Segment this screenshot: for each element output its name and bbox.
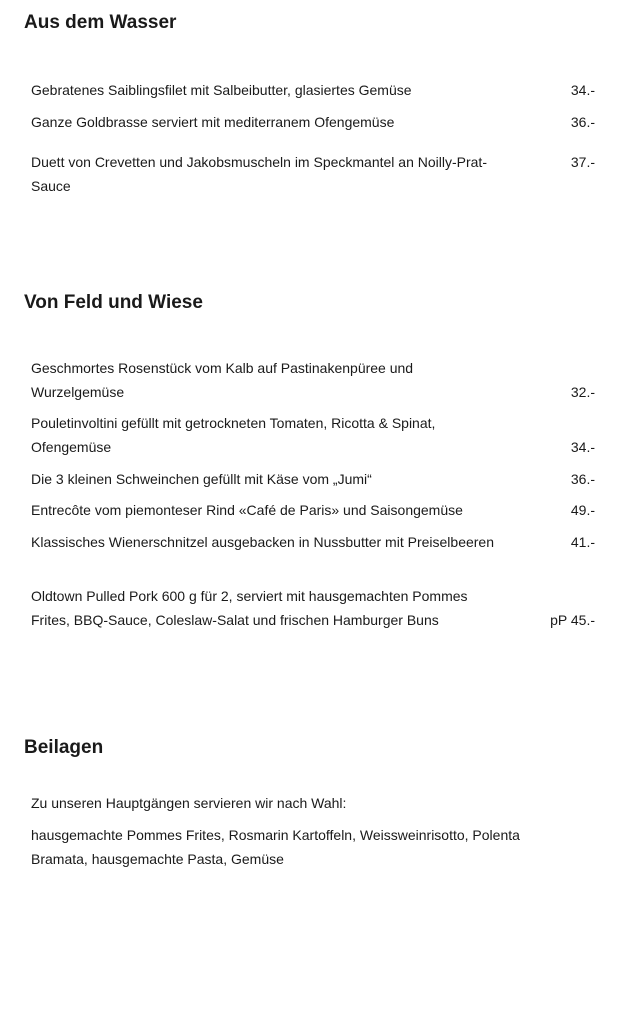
menu-item xyxy=(31,79,595,103)
dish-name: Die 3 kleinen Schweinchen gefüllt mit Käse vom „Jumi“ xyxy=(31,471,372,487)
menu-item xyxy=(31,585,595,632)
menu-item xyxy=(31,468,595,492)
section-heading-beilagen: Beilagen xyxy=(24,737,104,758)
dish-price: 36.- xyxy=(570,471,595,487)
dish-price: pP 45.- xyxy=(550,611,595,628)
menu-item xyxy=(31,357,595,404)
section-heading-wasser: Aus dem Wasser xyxy=(24,12,177,33)
menu-item xyxy=(31,499,595,523)
dish-price: 32.- xyxy=(570,383,595,400)
dish-price: 34.- xyxy=(570,82,595,98)
sides-intro: Zu unseren Hauptgängen servieren wir nach Wahl: xyxy=(31,795,347,811)
dish-price: 41.- xyxy=(570,534,595,550)
dish-name: Duett von Crevetten und Jakobsmuscheln im Speckmantel an Noilly-Prat-Sauce xyxy=(31,154,487,194)
menu-item xyxy=(31,151,595,198)
dish-price: 37.- xyxy=(570,154,595,170)
dish-name: Gebratenes Saiblingsfilet mit Salbeibutter, glasiertes Gemüse xyxy=(31,82,412,98)
dish-name: Ganze Goldbrasse serviert mit mediterranem Ofengemüse xyxy=(31,114,395,130)
menu-item xyxy=(31,412,595,459)
menu-item xyxy=(31,531,595,555)
dish-name: Klassisches Wienerschnitzel ausgebacken in Nussbutter mit Preiselbeeren xyxy=(31,534,494,550)
sides-list: hausgemachte Pommes Frites, Rosmarin Kartoffeln, Weissweinrisotto, Polenta Bramata, hausgemachte Pasta, Gemüse xyxy=(31,827,520,867)
dish-price: 34.- xyxy=(570,438,595,455)
dish-name: Geschmortes Rosenstück vom Kalb auf Pastinakenpüree und Wurzelgemüse xyxy=(31,360,414,400)
dish-price: 49.- xyxy=(570,502,595,518)
dish-name: Pouletinvoltini gefüllt mit getrockneten Tomaten, Ricotta & Spinat, Ofengemüse xyxy=(31,415,436,455)
section-heading-feld-wiese: Von Feld und Wiese xyxy=(24,292,203,313)
menu-item xyxy=(31,111,595,135)
dish-price: 36.- xyxy=(570,114,595,130)
dish-name: Oldtown Pulled Pork 600 g für 2, serviert mit hausgemachten Pommes Frites, BBQ-Sauce, Coleslaw-Salat und frischen Hamburger Buns xyxy=(31,588,468,628)
dish-name: Entrecôte vom piemonteser Rind «Café de Paris» und Saisongemüse xyxy=(31,502,463,518)
